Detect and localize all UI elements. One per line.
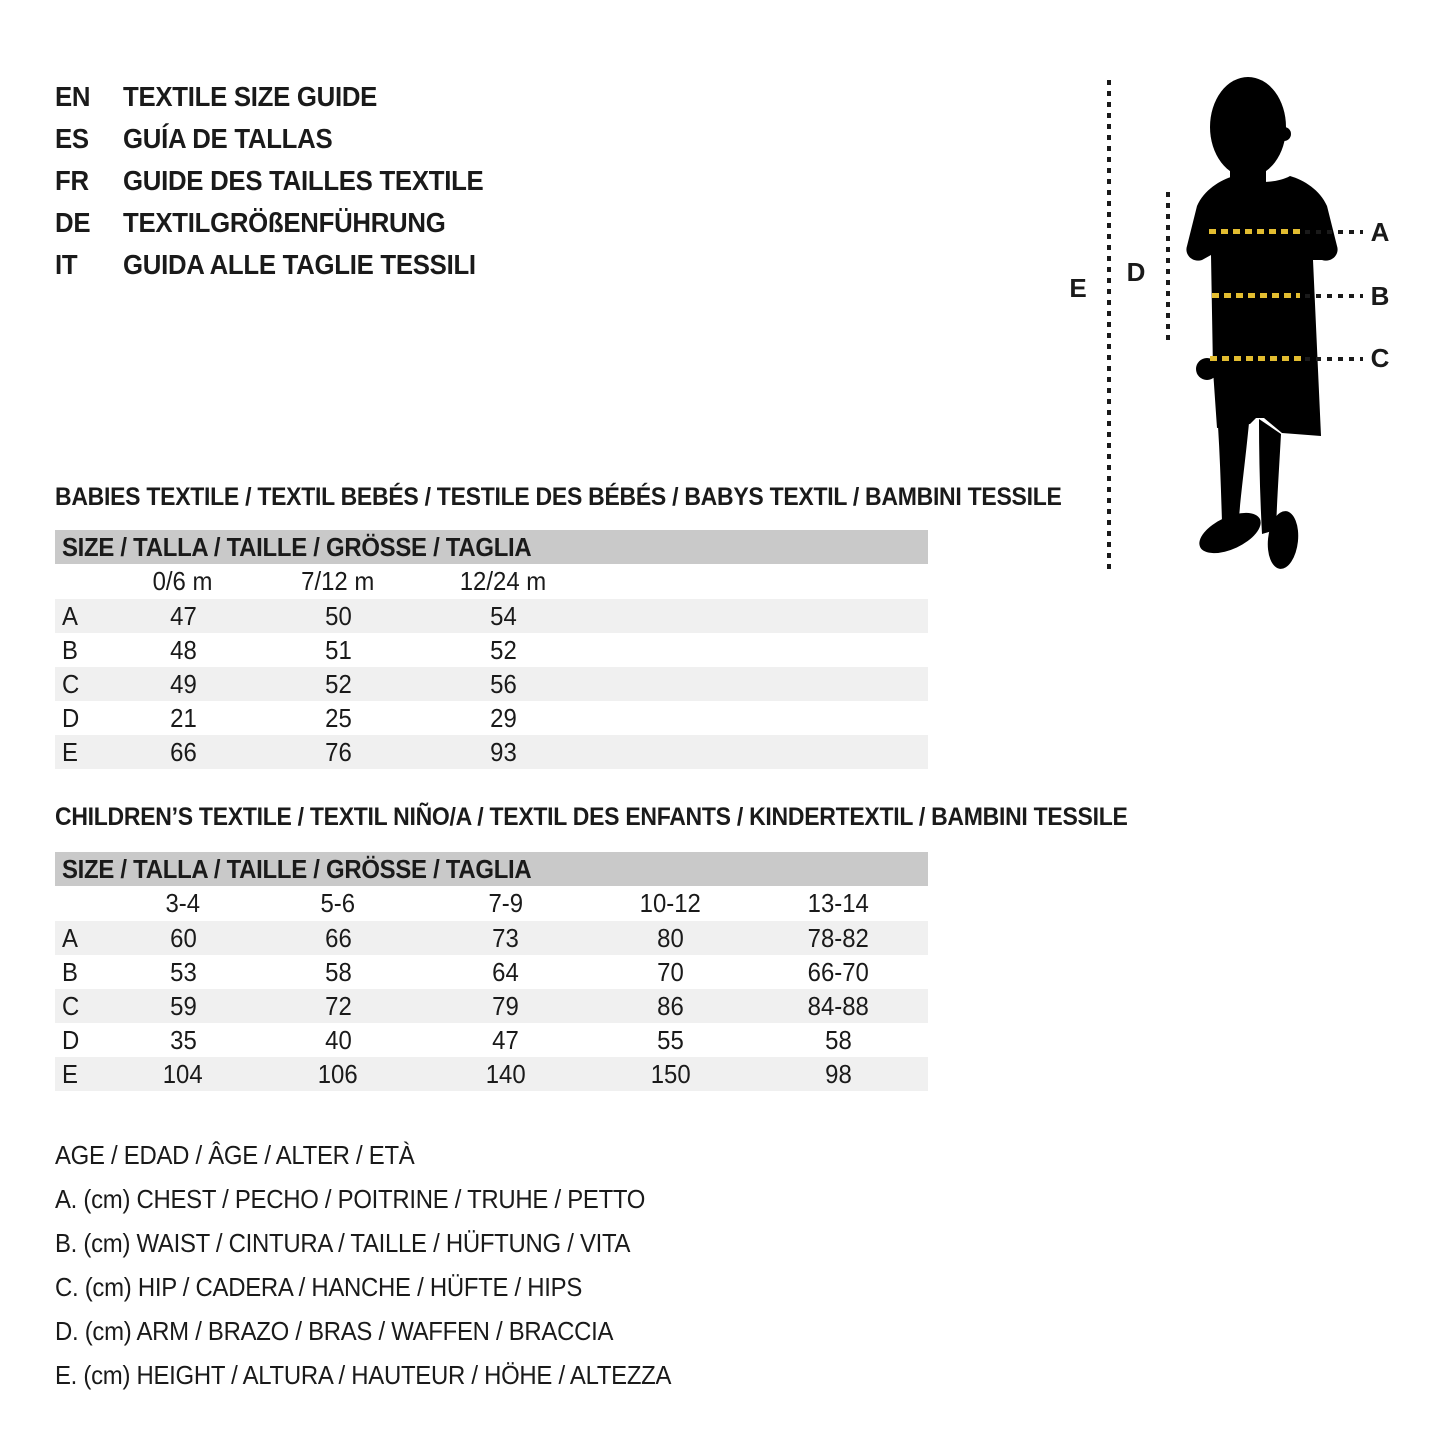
column-header: 0/6 m — [153, 566, 213, 596]
table-cell: 73 — [492, 922, 519, 953]
table-cell: 25 — [324, 702, 352, 733]
language-title: GUIDA ALLE TAGLIE TESSILI — [123, 249, 476, 280]
figure-label-D: D — [1126, 257, 1146, 287]
figure-label-E: E — [1069, 273, 1087, 303]
table-row — [55, 921, 928, 955]
column-header: 7/12 m — [301, 566, 375, 596]
table-cell: 64 — [492, 956, 519, 987]
column-header: 12/24 m — [459, 566, 547, 596]
row-label: B — [62, 634, 78, 665]
figure-label-B: B — [1370, 281, 1390, 311]
table-cell: 86 — [657, 990, 684, 1021]
language-title: GUIDE DES TAILLES TEXTILE — [123, 165, 484, 196]
language-row — [55, 244, 675, 286]
table-row — [55, 735, 928, 769]
table-cell: 79 — [492, 990, 519, 1021]
table-cell: 47 — [169, 600, 197, 631]
table-row — [55, 633, 928, 667]
table-cell: 50 — [324, 600, 352, 631]
silhouette-body — [1186, 176, 1337, 436]
table-cell: 80 — [657, 922, 684, 953]
column-header: 7-9 — [488, 888, 523, 918]
language-code: IT — [55, 249, 78, 280]
child-silhouette — [1180, 72, 1360, 577]
table-cell: 84-88 — [807, 990, 869, 1021]
table-cell: 72 — [324, 990, 352, 1021]
table-row — [55, 667, 928, 701]
column-header-row — [55, 564, 928, 599]
language-row — [55, 202, 675, 244]
legend-line: E. (cm) HEIGHT / ALTURA / HAUTEUR / HÖHE / ALTEZZA — [55, 1359, 672, 1390]
table-cell: 49 — [169, 668, 197, 699]
table-cell: 47 — [492, 1024, 519, 1055]
table-body — [55, 599, 928, 769]
table-cell: 98 — [824, 1058, 852, 1089]
table-cell: 140 — [485, 1058, 526, 1089]
chest-dash-line-A — [1209, 229, 1301, 234]
arm-measure-line-D — [1166, 192, 1170, 342]
table-row — [55, 1057, 928, 1091]
figure-label-C: C — [1370, 343, 1390, 373]
table-cell: 54 — [489, 600, 517, 631]
table-cell: 70 — [657, 956, 684, 987]
column-header: 10-12 — [639, 888, 702, 918]
language-title: TEXTILGRÖßENFÜHRUNG — [123, 207, 446, 238]
table-cell: 150 — [650, 1058, 691, 1089]
language-code: FR — [55, 165, 89, 196]
babies-section-title: BABIES TEXTILE / TEXTIL BEBÉS / TESTILE DES BÉBÉS / BABYS TEXTIL / BAMBINI TESSILE — [55, 482, 1062, 511]
table-cell: 66-70 — [807, 956, 869, 987]
row-label: E — [62, 736, 78, 767]
column-header: 3-4 — [165, 888, 201, 918]
row-label: E — [62, 1058, 78, 1089]
table-cell: 66 — [324, 922, 352, 953]
table-cell: 106 — [318, 1058, 358, 1089]
table-row — [55, 989, 928, 1023]
legend-line: B. (cm) WAIST / CINTURA / TAILLE / HÜFTUNG / VITA — [55, 1227, 631, 1258]
size-header-bar: SIZE / TALLA / TAILLE / GRÖSSE / TAGLIA — [55, 852, 928, 886]
table-body — [55, 921, 928, 1091]
legend-line: C. (cm) HIP / CADERA / HANCHE / HÜFTE / HIPS — [55, 1271, 583, 1302]
children-size-table — [55, 852, 928, 1091]
table-cell: 40 — [324, 1024, 352, 1055]
silhouette-left-leg — [1218, 423, 1249, 522]
waist-dot-line-B — [1305, 294, 1363, 298]
chest-dot-line-A — [1305, 230, 1363, 234]
table-cell: 66 — [169, 736, 197, 767]
table-row — [55, 1023, 928, 1057]
legend-line: D. (cm) ARM / BRAZO / BRAS / WAFFEN / BRACCIA — [55, 1315, 614, 1346]
table-row — [55, 599, 928, 633]
legend-line: A. (cm) CHEST / PECHO / POITRINE / TRUHE / PETTO — [55, 1183, 646, 1214]
table-row — [55, 955, 928, 989]
table-cell: 104 — [163, 1058, 203, 1089]
table-cell: 35 — [169, 1024, 197, 1055]
row-label-spacer — [55, 888, 113, 919]
table-cell: 48 — [169, 634, 197, 665]
babies-size-table — [55, 530, 928, 769]
table-cell: 52 — [489, 634, 517, 665]
language-row — [55, 160, 675, 202]
language-title-list — [55, 76, 675, 286]
row-label: C — [62, 668, 80, 699]
row-label-spacer — [55, 566, 113, 597]
table-cell: 52 — [324, 668, 352, 699]
row-label: D — [62, 1024, 80, 1055]
table-cell: 56 — [489, 668, 517, 699]
column-header-row — [55, 886, 928, 921]
waist-dash-line-B — [1212, 293, 1300, 298]
language-row — [55, 118, 675, 160]
table-cell: 93 — [489, 736, 517, 767]
table-cell: 60 — [169, 922, 197, 953]
measurement-legend — [55, 1133, 955, 1397]
table-cell: 59 — [169, 990, 197, 1021]
table-cell: 78-82 — [807, 922, 869, 953]
table-cell: 55 — [657, 1024, 684, 1055]
language-title: TEXTILE SIZE GUIDE — [123, 81, 378, 112]
table-row — [55, 701, 928, 735]
children-section-title: CHILDREN’S TEXTILE / TEXTIL NIÑO/A / TEXTIL DES ENFANTS / KINDERTEXTIL / BAMBINI TESSILE — [55, 802, 1128, 831]
table-cell: 53 — [169, 956, 197, 987]
table-cell: 58 — [824, 1024, 852, 1055]
language-code: EN — [55, 81, 91, 112]
figure-label-A: A — [1370, 217, 1390, 247]
row-label: A — [62, 922, 78, 953]
silhouette-head — [1210, 77, 1286, 177]
measurement-figure — [1060, 70, 1420, 590]
table-cell: 58 — [324, 956, 352, 987]
row-label: D — [62, 702, 80, 733]
table-cell: 29 — [489, 702, 517, 733]
table-cell: 21 — [169, 702, 197, 733]
row-label: B — [62, 956, 78, 987]
column-header: 13-14 — [807, 888, 869, 918]
language-row — [55, 76, 675, 118]
language-title: GUÍA DE TALLAS — [123, 123, 333, 154]
table-cell: 51 — [324, 634, 352, 665]
row-label: A — [62, 600, 78, 631]
hip-dash-line-C — [1210, 356, 1302, 361]
table-cell: 76 — [324, 736, 352, 767]
size-header-bar: SIZE / TALLA / TAILLE / GRÖSSE / TAGLIA — [55, 530, 928, 564]
hip-dot-line-C — [1305, 357, 1363, 361]
language-code: DE — [55, 207, 91, 238]
legend-line: AGE / EDAD / ÂGE / ALTER / ETÀ — [55, 1139, 415, 1170]
row-label: C — [62, 990, 80, 1021]
column-header: 5-6 — [320, 888, 356, 918]
language-code: ES — [55, 123, 89, 154]
